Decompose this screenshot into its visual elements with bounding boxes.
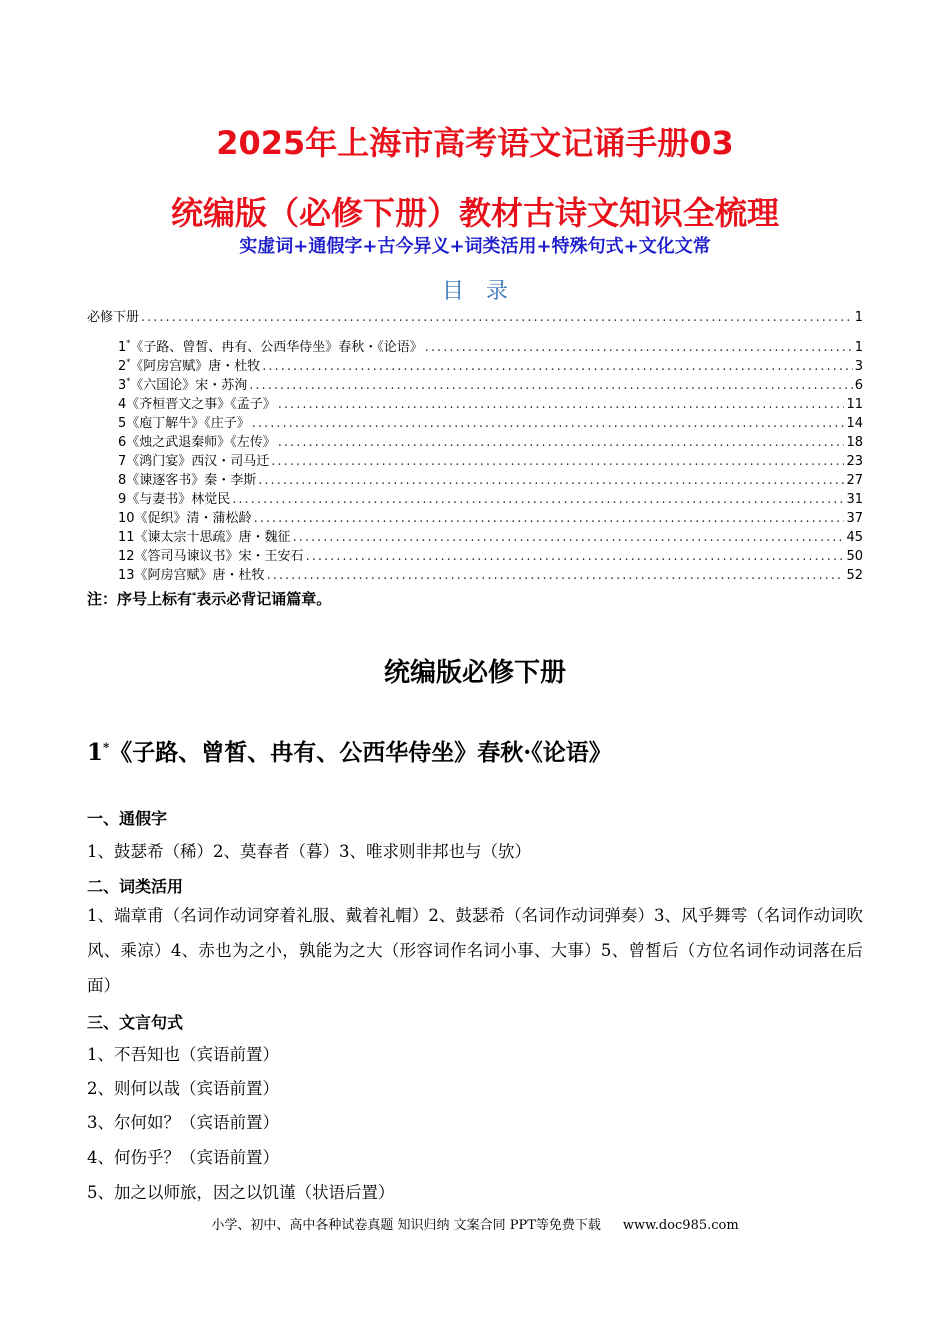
toc-entry-title: 《促织》清・蒲松龄 (134, 511, 252, 526)
toc-entry-number: 3 (118, 378, 127, 393)
toc-entry-page: 50 (846, 549, 863, 564)
toc-entry[interactable] (118, 395, 863, 414)
tongjiazi-heading: 一、通假字 (87, 809, 168, 828)
toc-entry-page: 31 (846, 492, 863, 507)
cilei-text: 1、端章甫（名词作动词穿着礼服、戴着礼帽）2、鼓瑟希（名词作动词弹奏）3、风乎舞雩（名词作动词吹风、乘凉）4、赤也为之小，孰能为之大（形容词作名词小事、大事）5、曾皙后（方位名词作动词落在后面） (87, 906, 863, 995)
juoshi-item: 4、何伤乎？（宾语前置） (87, 1148, 279, 1167)
toc-entry-page: 3 (854, 359, 863, 374)
toc-entry[interactable] (118, 566, 863, 585)
toc-entry-number: 7 (118, 454, 127, 469)
toc-entry[interactable] (118, 509, 863, 528)
toc-entry-title: 《与妻书》林觉民 (126, 492, 231, 507)
toc-entry-number: 8 (118, 473, 127, 488)
toc-dot-leader (278, 433, 845, 452)
toc-dot-leader (271, 452, 844, 471)
juoshi-item: 5、加之以师旅，因之以饥谨（状语后置） (87, 1183, 395, 1202)
toc-entry-title: 《谏太宗十思疏》唐・魏征 (134, 530, 291, 545)
toc-entry[interactable] (118, 338, 863, 357)
lesson-title-text: 《子路、曾皙、冉有、公西华侍坐》春秋·《论语》 (109, 739, 612, 766)
required-star: * (126, 376, 131, 386)
toc-entry-title: 《答司马谏议书》宋・王安石 (134, 549, 304, 564)
toc-entry-title: 《阿房宫赋》唐・杜牧 (134, 568, 265, 583)
juoshi-item: 3、尔何如？（宾语前置） (87, 1113, 279, 1132)
toc-dot-leader (293, 528, 845, 547)
juoshi-item: 1、不吾知也（宾语前置） (87, 1045, 279, 1064)
lesson-number: 1 (87, 739, 104, 766)
toc-entry-page: 1 (854, 310, 863, 325)
toc-entry[interactable] (118, 471, 863, 490)
toc-entry[interactable] (118, 547, 863, 566)
toc-dot-leader (425, 338, 853, 357)
toc-entry[interactable] (118, 414, 863, 433)
toc-dot-leader (254, 509, 845, 528)
toc-dot-leader (262, 357, 852, 376)
toc-entry-number: 2 (118, 359, 127, 374)
lesson-title (87, 734, 612, 767)
document-tagline: 实虚词+通假字+古今异义+词类活用+特殊句式+文化文常 (239, 236, 711, 257)
toc-dot-leader (278, 395, 845, 414)
toc-entry-page: 1 (854, 340, 863, 355)
toc-entry-page: 45 (846, 530, 863, 545)
toc-entry-title: 《齐桓晋文之事》《孟子》 (126, 397, 276, 412)
toc-dot-leader (258, 471, 844, 490)
toc-entry-page: 11 (846, 397, 863, 412)
toc-entry-top[interactable] (87, 308, 863, 327)
footer-text: 小学、初中、高中各种试卷真题 知识归纳 文案合同 PPT等免费下载 (211, 1218, 601, 1233)
toc-entry-title: 《阿房宫赋》唐・杜牧 (130, 359, 261, 374)
toc-entry-title: 《庖丁解牛》《庄子》 (126, 416, 250, 431)
toc-entry-number: 9 (118, 492, 127, 507)
cilei-heading: 二、词类活用 (87, 877, 184, 896)
toc-entry-number: 13 (118, 568, 135, 583)
toc-entry-title: 《烛之武退秦师》《左传》 (126, 435, 276, 450)
required-star: * (192, 591, 197, 600)
toc-entry-title: 《子路、曾皙、冉有、公西华侍坐》春秋・《论语》 (130, 340, 423, 355)
page-footer (0, 1214, 950, 1233)
toc-entry-number: 12 (118, 549, 135, 564)
juoshi-heading: 三、文言句式 (87, 1013, 184, 1032)
footer-url-link[interactable]: www.doc985.com (622, 1218, 739, 1233)
toc-entry-title: 《鸿门宴》西汉・司马迁 (126, 454, 270, 469)
toc-entry-page: 18 (846, 435, 863, 450)
toc-entry-number: 5 (118, 416, 127, 431)
toc-entry-title: 《六国论》宋・苏洵 (130, 378, 248, 393)
toc-note: 注：序号上标有*表示必背记诵篇章。 (87, 590, 332, 608)
toc-entry-number: 11 (118, 530, 135, 545)
toc-dot-leader (141, 308, 853, 327)
toc-entry[interactable] (118, 490, 863, 509)
toc-entry-page: 37 (846, 511, 863, 526)
required-star: * (103, 740, 110, 755)
toc-entry-page: 6 (854, 378, 863, 393)
required-star: * (126, 338, 131, 348)
toc-entry[interactable] (118, 528, 863, 547)
toc-entry-page: 14 (846, 416, 863, 431)
juoshi-item: 2、则何以哉（宾语前置） (87, 1079, 279, 1098)
toc-entry-number: 10 (118, 511, 135, 526)
toc-entry-number: 6 (118, 435, 127, 450)
toc-dot-leader (252, 414, 845, 433)
toc-dot-leader (249, 376, 852, 395)
toc-entry[interactable] (118, 433, 863, 452)
toc-entry[interactable] (118, 452, 863, 471)
toc-dot-leader (232, 490, 844, 509)
toc-entry-page: 23 (846, 454, 863, 469)
toc-entry-label: 必修下册 (87, 310, 140, 325)
toc-entry[interactable] (118, 357, 863, 376)
toc-entry-number: 4 (118, 397, 127, 412)
toc-dot-leader (267, 566, 845, 585)
toc-entry-title: 《谏逐客书》秦・李斯 (126, 473, 257, 488)
required-star: * (126, 357, 131, 367)
toc-dot-leader (306, 547, 845, 566)
toc-entry-page: 52 (846, 568, 863, 583)
document-title: 2025年上海市高考语文记诵手册03 (216, 124, 734, 162)
tongjiazi-text: 1、鼓瑟希（稀）2、莫春者（暮）3、唯求则非邦也与（欤） (87, 842, 531, 861)
toc-heading: 目录 (441, 279, 530, 304)
toc-entry-number: 1 (118, 340, 127, 355)
toc-entry-page: 27 (846, 473, 863, 488)
document-subtitle-main: 统编版（必修下册）教材古诗文知识全梳理 (170, 194, 779, 232)
toc-entry[interactable] (118, 376, 863, 395)
section-heading: 统编版必修下册 (383, 658, 566, 688)
